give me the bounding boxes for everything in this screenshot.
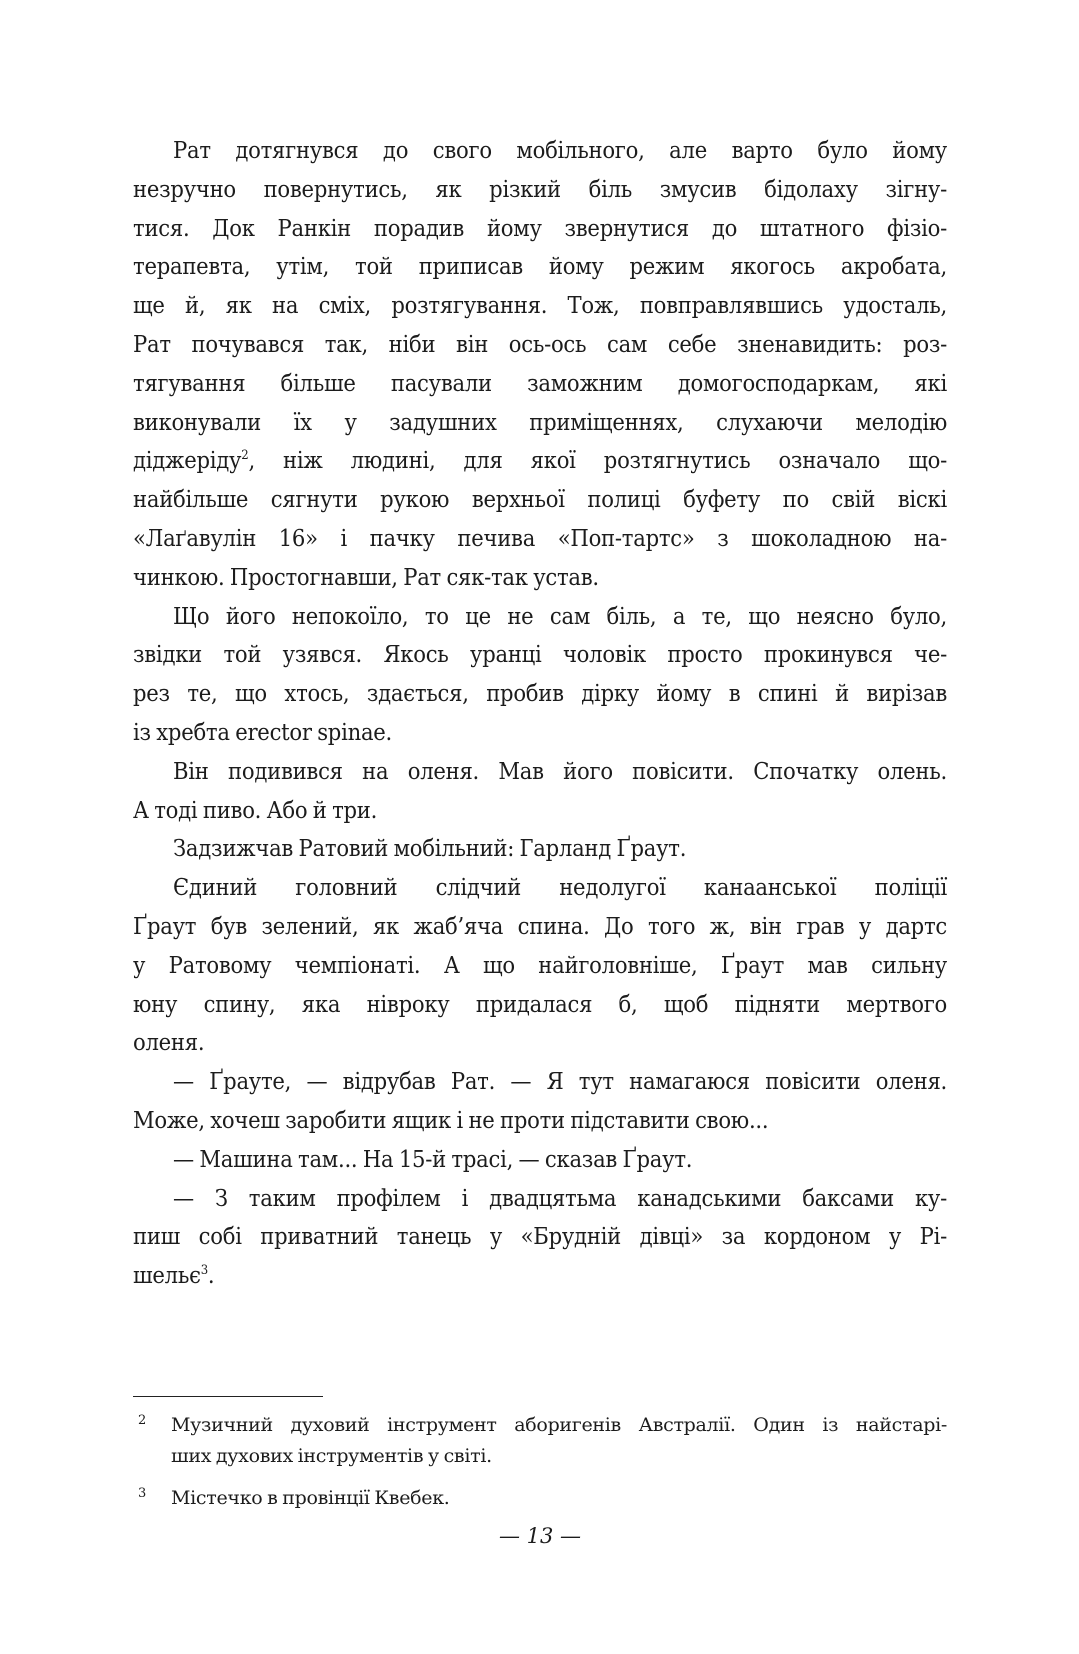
text-line: чинкою. Простогнавши, Рат сяк-так устав. <box>133 562 599 591</box>
footnote-line: Містечко в провінції Квебек. <box>171 1487 450 1509</box>
footnote-reference[interactable]: 2 <box>241 448 249 464</box>
paragraph <box>133 752 947 830</box>
text-line: Задзижчав Ратовий мобільний: Гарланд Ґраут. <box>173 834 687 863</box>
text-line <box>133 1256 947 1295</box>
text-line: Він подивився на оленя. Мав його повісити. Спочатку олень. <box>173 756 947 785</box>
text-line: — З таким профілем і двадцятьма канадськими баксами ку- <box>173 1183 947 1212</box>
book-page <box>133 0 947 1654</box>
text-line: у Ратовому чемпіонаті. А що найголовніше, Ґраут мав сильну <box>133 950 947 979</box>
text-line: незручно повернутись, як різкий біль змусив бідолаху зігну- <box>133 174 947 203</box>
text-line: Рат почувався так, ніби він ось-ось сам себе зненавидить: роз- <box>133 329 947 358</box>
text-segment: шельє <box>133 1261 201 1290</box>
paragraph <box>133 131 947 597</box>
text-line <box>133 441 947 480</box>
text-line: «Лаґавулін 16» і пачку печива «Поп-тартс» з шоколадною на- <box>133 523 947 552</box>
text-segment: , ніж людині, для якої розтягнутись означало що- <box>248 446 947 475</box>
text-line: виконували їх у задушних приміщеннях, слухаючи мелодію <box>133 407 947 436</box>
text-line: — Ґрауте, — відрубав Рат. — Я тут намагаюся повісити оленя. <box>173 1067 947 1096</box>
text-line: терапевта, утім, той приписав йому режим якогось акробата, <box>133 252 947 281</box>
text-line: тися. Док Ранкін порадив йому звернутися до штатного фізіо- <box>133 213 947 242</box>
page-number: — 13 — <box>498 1524 582 1548</box>
footnote-line: ших духових інструментів у світі. <box>171 1445 492 1467</box>
paragraph <box>133 1140 947 1179</box>
text-line: Єдиний головний слідчий недолугої канаанської поліції <box>173 873 947 902</box>
text-line: юну спину, яка нівроку придалася б, щоб підняти мертвого <box>133 989 947 1018</box>
text-line: Може, хочеш заробити ящик і не проти підставити свою... <box>133 1105 769 1134</box>
footnote-2 <box>133 1410 947 1472</box>
text-line: пиш собі приватний танець у «Брудній дівці» за кордоном у Рі- <box>133 1222 947 1251</box>
footnote-number: 3 <box>138 1486 147 1501</box>
footnote-divider <box>133 1396 323 1397</box>
text-segment: . <box>207 1261 215 1290</box>
text-line: тягування більше пасували заможним домогосподаркам, які <box>133 368 947 397</box>
footnotes <box>133 1410 947 1525</box>
text-line: Рат дотягнувся до свого мобільного, але варто було йому <box>173 136 947 164</box>
footnote-number: 2 <box>138 1413 147 1428</box>
text-line: із хребта erector spinae. <box>133 717 393 746</box>
text-line: — Машина там... На 15-й трасі, — сказав Ґраут. <box>173 1144 693 1173</box>
text-line: ще й, як на сміх, розтягування. Тож, повправлявшись удосталь, <box>133 291 947 320</box>
paragraph <box>133 829 947 868</box>
paragraph <box>133 868 947 1062</box>
footnote-3 <box>133 1483 947 1514</box>
text-line: звідки той узявся. Якось уранці чоловік просто прокинувся че- <box>133 640 947 669</box>
footnote-reference[interactable]: 3 <box>200 1263 208 1279</box>
footnote-line: Музичний духовий інструмент аборигенів Австралії. Один із найстарі- <box>171 1414 947 1436</box>
text-segment: діджеріду <box>133 446 242 475</box>
text-line: А тоді пиво. Або й три. <box>133 795 378 824</box>
body-text <box>133 131 947 1295</box>
paragraph <box>133 1062 947 1140</box>
text-line: оленя. <box>133 1028 205 1057</box>
text-line: найбільше сягнути рукою верхньої полиці буфету по свій віскі <box>133 485 947 514</box>
text-line: Ґраут був зелений, як жаб’яча спина. До того ж, він грав у дартс <box>133 911 947 940</box>
paragraph <box>133 597 947 752</box>
paragraph <box>133 1179 947 1295</box>
text-line: Що його непокоїло, то це не сам біль, а те, що неясно було, <box>173 601 947 630</box>
text-line: рез те, що хтось, здається, пробив дірку йому в спині й вирізав <box>133 679 947 708</box>
